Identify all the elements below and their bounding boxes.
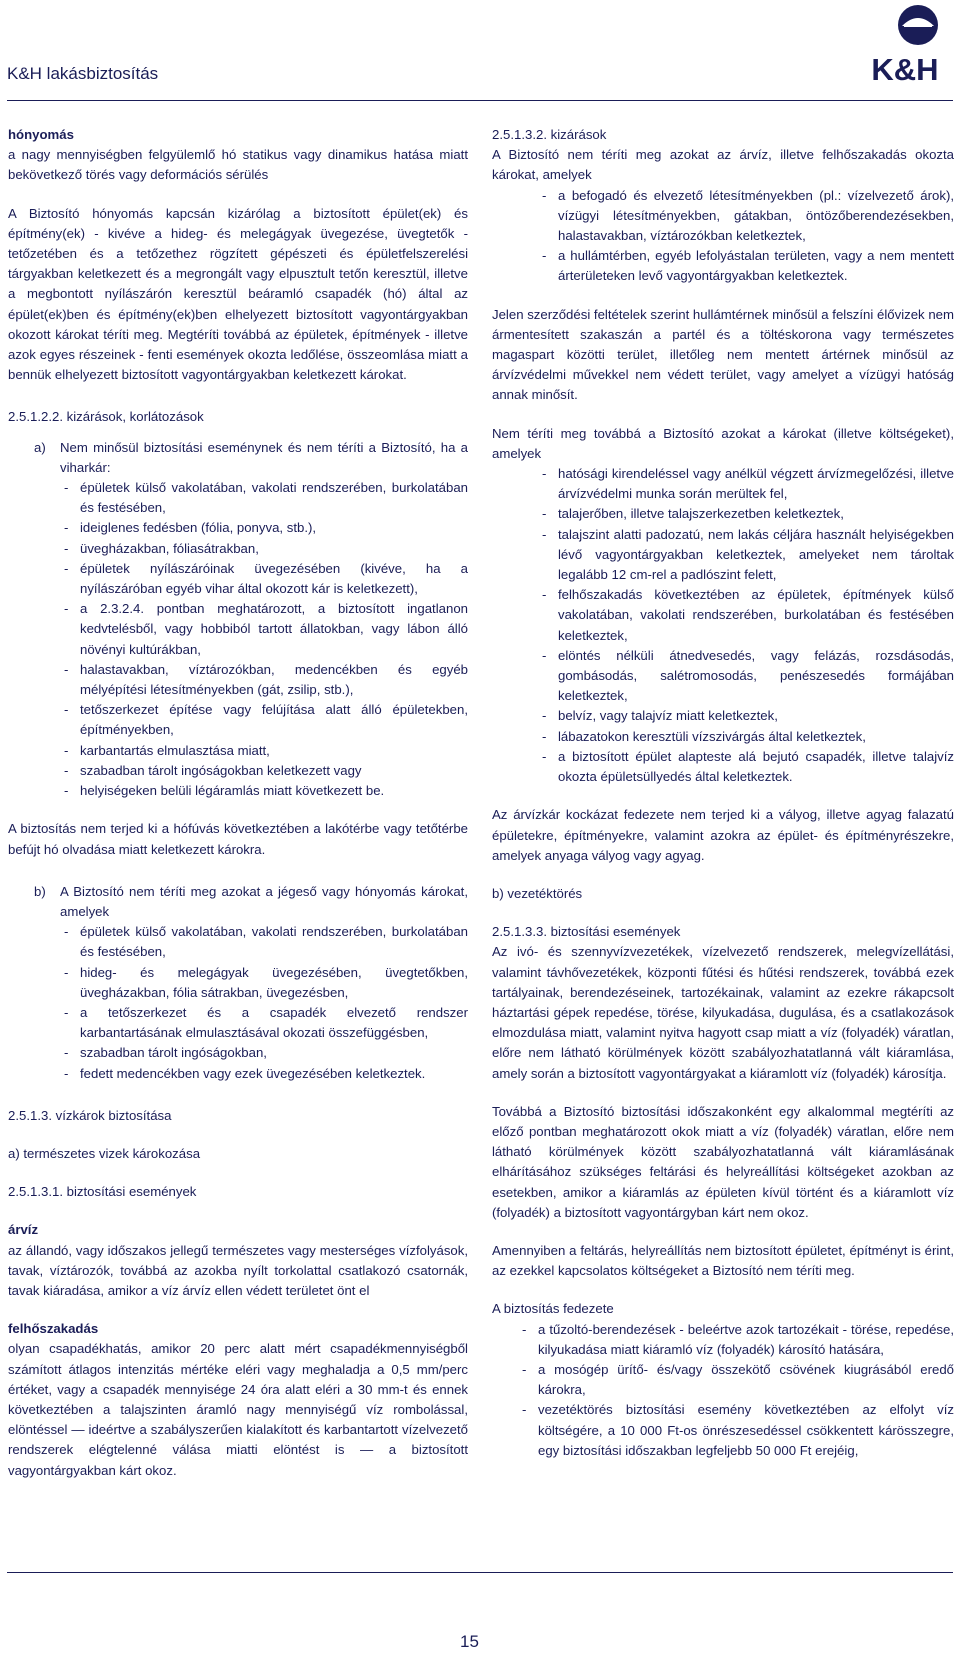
list-item: - üvegházakban, fóliasátrakban, (60, 539, 468, 559)
termeszetes-vizek-heading: a) természetes vizek károkozása (8, 1145, 201, 1161)
list-item: - ideiglenes fedésben (fólia, ponyva, stb.), (60, 518, 468, 538)
list-item: - szabadban tárolt ingóságokban, (60, 1043, 468, 1063)
arviz-heading: árvíz (8, 1222, 39, 1238)
list-item: - épületek nyílászáróinak üvegezésében (kivéve, ha a nyílászáróban egyéb vihar által okozott kár is keletkezett), (60, 559, 468, 599)
list-item: - halastavakban, víztározókban, medencékben és egyéb mélyépítési létesítményekben (gát, zsilip, stb.), (60, 660, 468, 700)
section-b (34, 882, 468, 1084)
kizarasok-2-intro: A Biztosító nem téríti meg azokat az árvíz, illetve felhőszakadás okozta károkat, amelyek (492, 147, 954, 183)
list-item: - karbantartás elmulasztása miatt, (60, 741, 468, 761)
right-column (492, 125, 954, 1461)
list-item: - épületek külső vakolatában, vakolati rendszerében, burkolatában és festésében, (60, 478, 468, 518)
valyog-paragraph: Az árvízkár kockázat fedezete nem terjed ki a vályog, illetve agyag falazatú épületekre, építményekre, valamint azokra az épület- és építményrészekre, amelyek anyaga vályog vagy agyag. (492, 807, 954, 863)
vezetektores-heading: b) vezetéktörés (492, 885, 583, 901)
section-a-label: a) (34, 439, 46, 455)
section-b-intro: A Biztosító nem téríti meg azokat a jégeső vagy hónyomás károkat, amelyek (60, 883, 468, 919)
list-item: - tetőszerkezet építése vagy felújítása alatt álló épületekben, építményekben, (60, 700, 468, 740)
honyomas-definition: a nagy mennyiségben felgyülemlő hó statikus vagy dinamikus hatása miatt bekövetkező törés vagy deformációs sérülés (8, 147, 468, 183)
section-a-intro: Nem minősül biztosítási eseménynek és nem téríti a Biztosító, ha a viharkár: (60, 439, 468, 475)
list-item: - belvíz, vagy talajvíz miatt keletkeztek, (538, 706, 954, 726)
idoszakonkent-paragraph: Továbbá a Biztosító biztosítási időszakonként egy alkalommal megtéríti az előző pontban meghatározott okok miatt a víz (folyadék) váratlan, előre nem látható körülmények között szabályozhatatlanná vált kiáramlásának elhárításához szükséges feltárási és helyreállítási költségeket azokban az esetekben, amikor a kiáramlás az épületen kívül történt és a kiáramlott víz (folyadék) a biztosított vagyontárgyban kárt nem okoz. (492, 1103, 954, 1220)
kh-logo (852, 4, 958, 86)
section-b-list (60, 922, 468, 1084)
fedezet-intro: A biztosítás fedezete (492, 1301, 614, 1317)
nem-teriti-list (538, 464, 954, 787)
honyomas-paragraph: A Biztosító hónyomás kapcsán kizárólag a biztosított épület(ek) és építmény(ek) - kivéve a hideg- és melegágyak üvegezése, üvegtetők - tetőzetében és a tetőzethez rögzített gépészeti és épületfelszerelési tárgyakban keletkezett és a megrongált vagy elpusztult tetőn keresztül, illetve a megbontott nyílászárón keresztül beáramló csapadék (hó) által az épület(ek)ben és építmény(ek)ben elhelyezett biztosított vagyontárgyakban okozott károkat téríti meg. Megtéríti továbbá az épületek, építmények - illetve azok egyes részeinek - fenti események okozta ledőlése, összeomlása miatt a bennük elhelyezett biztosított vagyontárgyakban keletkezett károkat. (8, 205, 468, 383)
biztositasi-esemenyek-2-heading: 2.5.1.3.3. biztosítási események (492, 924, 681, 940)
fedezet-list (518, 1320, 954, 1461)
kizarasok-heading: 2.5.1.2.2. kizárások, korlátozások (8, 409, 204, 425)
list-item: - a tetőszerkezet és a csapadék elvezető rendszer karbantartásának elmulasztásával okozati összefüggésben, (60, 1003, 468, 1043)
section-b-label: b) (34, 883, 46, 899)
hofuvas-paragraph: A biztosítás nem terjed ki a hófúvás következtében a lakótérbe vagy tetőtérbe befújt hó olvadása miatt keletkezett károkra. (8, 821, 468, 857)
list-item: - hideg- és melegágyak üvegezésében, üvegtetőkben, üvegházakban, fólia sátrakban, üvegezésben, (60, 963, 468, 1003)
logo-text: K&H (871, 52, 939, 86)
vizkarok-heading: 2.5.1.3. vízkárok biztosítása (8, 1107, 172, 1123)
kizarasok-2-list (538, 186, 954, 287)
list-item: - lábazatokon keresztüli vízszivárgás által keletkeztek, (538, 727, 954, 747)
biztositasi-esemenyek-heading: 2.5.1.3.1. biztosítási események (8, 1184, 197, 1200)
list-item: - hatósági kirendeléssel vagy anélkül végzett árvízmegelőzési, illetve árvízvédelmi munka során merültek fel, (538, 464, 954, 504)
felhoszakadas-definition: olyan csapadékhatás, amikor 20 perc alatt mért csapadékmennyiségből számított átlagos intenzitás mértéke eléri vagy meghaladja a 0,5 mm/perc értéket, vagy a csapadék mennyisége 24 óra alatt eléri a 30 mm-t és ennek következtében a talajszinten áramló nagy mennyiségű víz rombolással, elöntéssel — ideértve a szabályszerűen kialakított és karbantartott vízelvezető rendszerek elégtelenné válása miatti elöntést is — a biztosított vagyontárgyakban kárt okoz. (8, 1341, 468, 1478)
list-item: - a biztosított épület alapteste alá bejutó csapadék, illetve talajvíz okozta épületsüllyedés által keletkeztek. (538, 747, 954, 787)
honyomas-heading: hónyomás (8, 127, 74, 142)
kizarasok-2-heading: 2.5.1.3.2. kizárások (492, 127, 607, 142)
list-item: - a hullámtérben, egyéb lefolyástalan területen, vagy a nem mentett árterületeken levő vagyontárgyakban keletkeztek. (538, 246, 954, 286)
section-a (34, 438, 468, 802)
list-item: - helyiségeken belüli légáramlás miatt következett be. (60, 781, 468, 801)
nem-teriti-intro: Nem téríti meg továbbá a Biztosító azokat a károkat (illetve költségeket), amelyek (492, 425, 954, 461)
list-item: - a 2.3.2.4. pontban meghatározott, a biztosított ingatlanon kedvtelésből, vagy hobbiból tartott állatokban, vagy lábon álló növényi kultúrákban, (60, 599, 468, 660)
document-title: K&H lakásbiztosítás (7, 64, 159, 83)
footer-divider (7, 1572, 953, 1573)
list-item: - elöntés nélküli átnedvesedés, vagy felázás, rozsdásodás, gombásodás, salétromosodás, penészesedés formájában keletkeztek, (538, 646, 954, 707)
list-item: - épületek külső vakolatában, vakolati rendszerében, burkolatában és festésében, (60, 922, 468, 962)
list-item: - fedett medencékben vagy ezek üvegezésében keletkeztek. (60, 1064, 468, 1084)
felhoszakadas-heading: felhőszakadás (8, 1321, 99, 1337)
list-item: - a mosógép ürítő- és/vagy összekötő csövének kiugrásából eredő károkra, (518, 1360, 954, 1400)
list-item: - felhőszakadás következtében az épületek, építmények külső vakolatában, vakolati rendszerében, burkolatában és festésében keletkeztek, (538, 585, 954, 646)
arviz-definition: az állandó, vagy időszakos jellegű természetes vagy mesterséges vízfolyások, tavak, víztározók, továbbá az azokba nyílt torkolattal csatlakozó csatornák, tavak kiáradása, amikor a víz árvíz ellen védett területet önt el (8, 1242, 468, 1298)
list-item: - szabadban tárolt ingóságokban keletkezett vagy (60, 761, 468, 781)
page-number: 15 (460, 1632, 479, 1651)
left-column (8, 125, 468, 1481)
list-item: - talajerőben, illetve talajszerkezetben keletkeztek, (538, 504, 954, 524)
section-a-list (60, 478, 468, 801)
hullamter-paragraph: Jelen szerződési feltételek szerint hullámtérnek minősül a felszíni élővizek nem ármentesített szakaszán a partél és a töltéskorona vagy természetes magaspart közötti terület, illetőleg nem mentett ártérnek minősül az árvízvédelmi művekkel nem védett terület, vagy amelyet a vízügyi hatóság annak minősít. (492, 306, 954, 403)
header-divider (7, 100, 953, 101)
vezetektores-paragraph: Az ivó- és szennyvízvezetékek, vízelvezető rendszerek, melegvízellátási, valamint távhővezetékek, központi fűtési és hűtési rendszerek, továbbá ezek tartályainak, berendezéseinek, tartozékainak, valamint az ezekre rákapcsolt háztartási gépek repedése, törése, kilyukadása, dugulása, és a csatlakozások elmozdulása miatt, valamint nyitva hagyott csap miatt a víz (folyadék) váratlan, előre nem látható körülmények között szabályozhatatlanná vált kiáramlása, amely során a biztosított vagyontárgyakat a kiáramlott víz (folyadék) károsítja. (492, 944, 954, 1081)
list-item: - talajszint alatti padozatú, nem lakás céljára használt helyiségekben lévő vagyontárgyakban keletkeztek, amelyeket nem tároltak legalább 12 cm-rel a padlószint felett, (538, 525, 954, 586)
list-item: - a tűzoltó-berendezések - beleértve azok tartozékait - törése, repedése, kilyukadása miatt kiáramló víz (folyadék) károsító hatására, (518, 1320, 954, 1360)
amennyiben-paragraph: Amennyiben a feltárás, helyreállítás nem biztosított épületet, építményt is érint, az ezekkel kapcsolatos költségeket a Biztosító nem téríti meg. (492, 1242, 954, 1279)
list-item: - vezetéktörés biztosítási esemény következtében az elfolyt víz költségére, a 10 000 Ft-os önrészesedéssel csökkentett kárösszegre, egy biztosítási időszakban legfeljebb 50 000 Ft erejéig, (518, 1400, 954, 1461)
list-item: - a befogadó és elvezető létesítményekben (pl.: vízelvezető árok), vízügyi létesítményekben, gátakban, öntözőberendezésekben, halastavakban, víztározókban keletkeztek, (538, 186, 954, 247)
